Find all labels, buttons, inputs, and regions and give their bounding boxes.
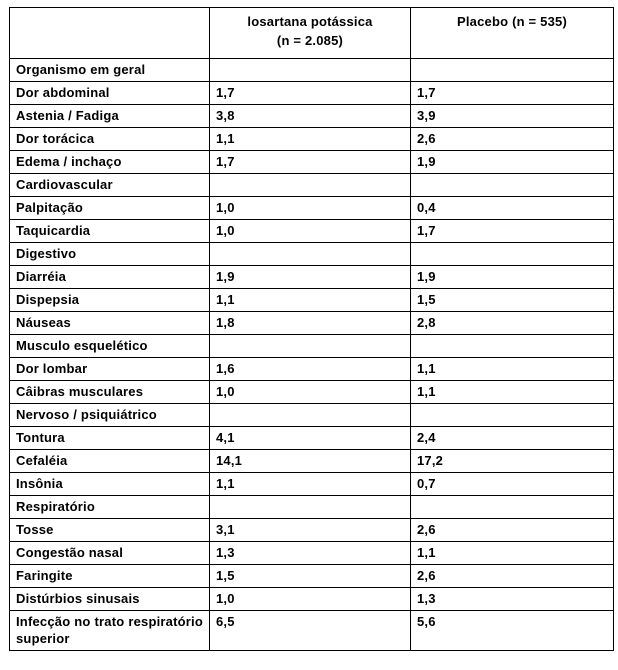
- losartan-value-cell: 1,1: [210, 128, 411, 151]
- placebo-value-cell: 2,6: [411, 128, 614, 151]
- losartan-value-cell: [210, 59, 411, 82]
- placebo-value-cell: 2,6: [411, 519, 614, 542]
- losartan-value-cell: 1,1: [210, 473, 411, 496]
- placebo-value-cell: 1,7: [411, 82, 614, 105]
- losartan-value-cell: 3,1: [210, 519, 411, 542]
- placebo-value-cell: 1,5: [411, 289, 614, 312]
- header-losartan: [210, 8, 411, 59]
- adverse-events-table: [9, 7, 614, 651]
- table-row: [10, 611, 614, 651]
- table-header-row: [10, 8, 614, 59]
- losartan-value-cell: 4,1: [210, 427, 411, 450]
- row-label-cell: Cefaléia: [10, 450, 210, 473]
- row-label-cell: Dor torácica: [10, 128, 210, 151]
- table-row: [10, 358, 614, 381]
- losartan-value-cell: 6,5: [210, 611, 411, 651]
- table-row: [10, 266, 614, 289]
- row-label-cell: Câibras musculares: [10, 381, 210, 404]
- placebo-value-cell: [411, 174, 614, 197]
- table-row: [10, 542, 614, 565]
- row-label-cell: Diarréia: [10, 266, 210, 289]
- row-label-cell: Palpitação: [10, 197, 210, 220]
- losartan-value-cell: 1,0: [210, 220, 411, 243]
- row-label-cell: Cardiovascular: [10, 174, 210, 197]
- row-label-cell: Nervoso / psiquiátrico: [10, 404, 210, 427]
- placebo-value-cell: [411, 496, 614, 519]
- losartan-value-cell: [210, 404, 411, 427]
- row-label-cell: Distúrbios sinusais: [10, 588, 210, 611]
- row-label-cell: Musculo esquelético: [10, 335, 210, 358]
- row-label-cell: Taquicardia: [10, 220, 210, 243]
- placebo-value-cell: 0,7: [411, 473, 614, 496]
- placebo-value-cell: 1,7: [411, 220, 614, 243]
- row-label-cell: Dispepsia: [10, 289, 210, 312]
- table-row: [10, 565, 614, 588]
- losartan-value-cell: 3,8: [210, 105, 411, 128]
- losartan-value-cell: [210, 496, 411, 519]
- table-row: [10, 128, 614, 151]
- placebo-value-cell: 1,9: [411, 151, 614, 174]
- row-label-cell: Organismo em geral: [10, 59, 210, 82]
- placebo-value-cell: 1,1: [411, 381, 614, 404]
- header-empty-cell: [10, 8, 210, 59]
- row-label-cell: Digestivo: [10, 243, 210, 266]
- category-row: [10, 59, 614, 82]
- header-placebo: Placebo (n = 535): [411, 8, 614, 59]
- row-label-cell: Congestão nasal: [10, 542, 210, 565]
- table-row: [10, 197, 614, 220]
- table-row: [10, 220, 614, 243]
- losartan-value-cell: [210, 174, 411, 197]
- placebo-value-cell: 2,4: [411, 427, 614, 450]
- losartan-value-cell: 1,9: [210, 266, 411, 289]
- row-label-cell: Edema / inchaço: [10, 151, 210, 174]
- header-losartan-name: losartana potássica: [247, 14, 373, 29]
- losartan-value-cell: [210, 335, 411, 358]
- placebo-value-cell: 3,9: [411, 105, 614, 128]
- row-label-cell: Dor lombar: [10, 358, 210, 381]
- placebo-value-cell: 1,1: [411, 542, 614, 565]
- table-row: [10, 519, 614, 542]
- row-label-cell: Faringite: [10, 565, 210, 588]
- row-label-cell: Infecção no trato respiratório superior: [10, 611, 210, 651]
- placebo-value-cell: [411, 243, 614, 266]
- losartan-value-cell: 1,3: [210, 542, 411, 565]
- row-label-cell: Tontura: [10, 427, 210, 450]
- category-row: [10, 335, 614, 358]
- category-row: [10, 404, 614, 427]
- row-label-cell: Insônia: [10, 473, 210, 496]
- placebo-value-cell: 1,1: [411, 358, 614, 381]
- losartan-value-cell: 1,7: [210, 82, 411, 105]
- table-row: [10, 450, 614, 473]
- losartan-value-cell: 1,1: [210, 289, 411, 312]
- losartan-value-cell: [210, 243, 411, 266]
- losartan-value-cell: 1,6: [210, 358, 411, 381]
- losartan-value-cell: 1,0: [210, 381, 411, 404]
- placebo-value-cell: [411, 59, 614, 82]
- row-label-cell: Dor abdominal: [10, 82, 210, 105]
- table-row: [10, 151, 614, 174]
- losartan-value-cell: 14,1: [210, 450, 411, 473]
- table-row: [10, 289, 614, 312]
- table-row: [10, 105, 614, 128]
- table-row: [10, 381, 614, 404]
- header-losartan-n: (n = 2.085): [276, 33, 344, 48]
- table-row: [10, 427, 614, 450]
- table-row: [10, 473, 614, 496]
- table-row: [10, 82, 614, 105]
- placebo-value-cell: 5,6: [411, 611, 614, 651]
- placebo-value-cell: 1,9: [411, 266, 614, 289]
- losartan-value-cell: 1,8: [210, 312, 411, 335]
- placebo-value-cell: 1,3: [411, 588, 614, 611]
- placebo-value-cell: [411, 335, 614, 358]
- losartan-value-cell: 1,0: [210, 588, 411, 611]
- category-row: [10, 174, 614, 197]
- placebo-value-cell: 2,8: [411, 312, 614, 335]
- category-row: [10, 496, 614, 519]
- table-row: [10, 588, 614, 611]
- losartan-value-cell: 1,7: [210, 151, 411, 174]
- placebo-value-cell: 2,6: [411, 565, 614, 588]
- losartan-value-cell: 1,0: [210, 197, 411, 220]
- category-row: [10, 243, 614, 266]
- row-label-cell: Astenia / Fadiga: [10, 105, 210, 128]
- table-row: [10, 312, 614, 335]
- placebo-value-cell: 0,4: [411, 197, 614, 220]
- losartan-value-cell: 1,5: [210, 565, 411, 588]
- row-label-cell: Tosse: [10, 519, 210, 542]
- row-label-cell: Respiratório: [10, 496, 210, 519]
- row-label-cell: Náuseas: [10, 312, 210, 335]
- placebo-value-cell: [411, 404, 614, 427]
- placebo-value-cell: 17,2: [411, 450, 614, 473]
